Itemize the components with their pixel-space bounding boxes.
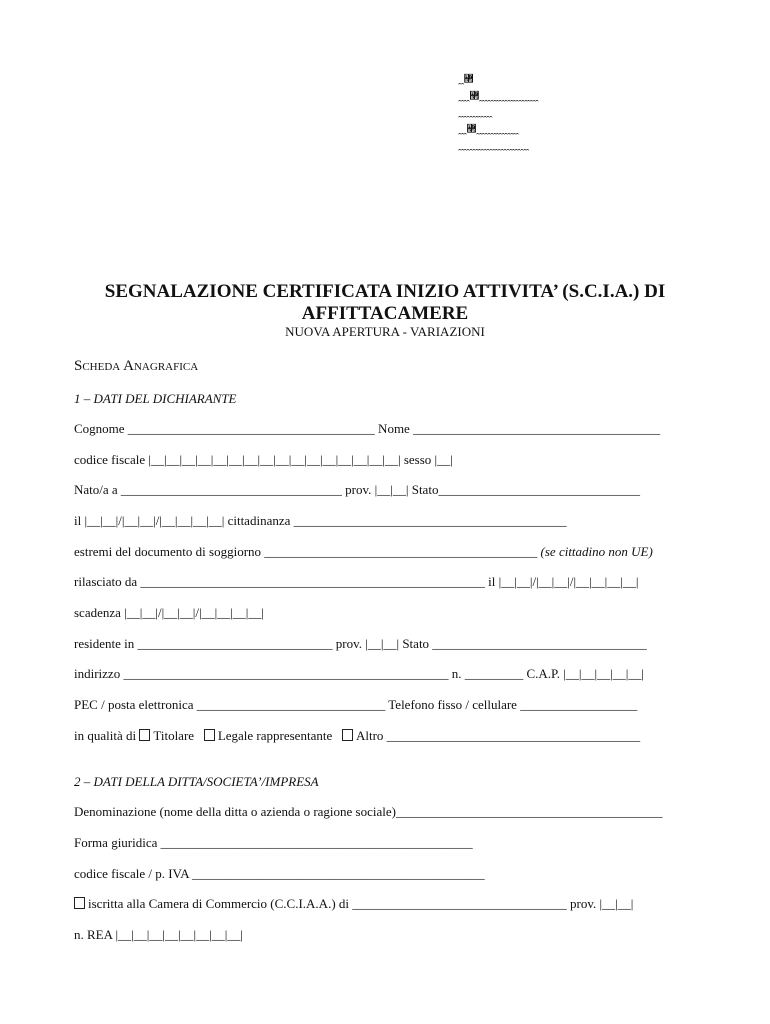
titolare-checkbox[interactable] bbox=[139, 729, 150, 741]
field-codice-fiscale: codice fiscale |__|__|__|__|__|__|__|__|__|__|__|__|__|__|__|__| sesso |__| bbox=[74, 452, 453, 467]
legale-rappresentante-checkbox[interactable] bbox=[204, 729, 215, 741]
header-line: ꞈꞈꞈꞈꞈꞈꞈꞈꞈꞈꞈꞈꞈꞈꞈꞈꞈꞈꞈꞈꞈꞈꞈꞈꞈ bbox=[458, 140, 529, 151]
header-line: ꞈꞈꞈꞈꞈꞈꞈꞈꞈꞈꞈꞈ bbox=[458, 107, 492, 118]
field-pec-telefono: PEC / posta elettronica _____________________________ Telefono fisso / cellulare __________________ bbox=[74, 697, 638, 712]
section2-heading: 2 – DATI DELLA DITTA/SOCIETA’/IMPRESA bbox=[74, 774, 319, 789]
altro-checkbox[interactable] bbox=[342, 729, 353, 741]
field-denominazione: Denominazione (nome della ditta o azienda o ragione sociale)_________________________________________ bbox=[74, 804, 663, 819]
section-title: Scheda Anagrafica bbox=[74, 358, 199, 374]
titolare-label: Titolare bbox=[153, 728, 195, 743]
header-line: ꞈꞈꞈꞈ꟢ꞈꞈꞈꞈꞈꞈꞈꞈꞈꞈꞈꞈꞈꞈꞈꞈꞈꞈꞈꞈꞈ bbox=[458, 90, 539, 102]
field-il-cittadinanza: il |__|__|/|__|__|/|__|__|__|__| cittadinanza __________________________________________ bbox=[74, 513, 567, 528]
legale-rappresentante-label: Legale rappresentante bbox=[217, 728, 333, 743]
header-line: ꞈꞈ꟢ bbox=[458, 74, 474, 85]
title-line-1: SEGNALAZIONE CERTIFICATA INIZIO ATTIVITA’ (S.C.I.A.) DI bbox=[104, 281, 666, 302]
field-residente: residente in ______________________________ prov. |__|__| Stato _________________________________ bbox=[74, 636, 647, 651]
field-indirizzo: indirizzo __________________________________________________ n. _________ C.A.P. |__|__|__|__|__| bbox=[74, 666, 644, 681]
estremi-note: (se cittadino non UE) bbox=[540, 544, 653, 559]
field-cognome-nome: Cognome ______________________________________ Nome ______________________________________ bbox=[74, 421, 661, 436]
field-estremi-documento bbox=[74, 544, 653, 560]
field-rea: n. REA |__|__|__|__|__|__|__|__| bbox=[74, 927, 243, 942]
header-garbled-text bbox=[458, 72, 538, 155]
field-iscritta-cciaa bbox=[74, 896, 633, 912]
section1-heading: 1 – DATI DEL DICHIARANTE bbox=[74, 391, 237, 406]
qualita-label: in qualità di bbox=[74, 728, 140, 743]
iscritta-checkbox[interactable] bbox=[74, 897, 85, 909]
document-subtitle: NUOVA APERTURA - VARIAZIONI bbox=[285, 324, 485, 339]
field-rilasciato: rilasciato da _____________________________________________________ il |__|__|/|__|__|/|__|__|__|__| bbox=[74, 574, 639, 589]
iscritta-label: iscritta alla Camera di Commercio (C.C.I.A.A.) di _________________________________ prov. |__|__| bbox=[88, 896, 634, 911]
header-line: ꞈꞈꞈ꟢ꞈꞈꞈꞈꞈꞈꞈꞈꞈꞈꞈꞈꞈꞈꞈ bbox=[458, 123, 519, 135]
field-nato: Nato/a a __________________________________ prov. |__|__| Stato_______________________________ bbox=[74, 482, 640, 497]
field-qualita bbox=[74, 728, 640, 744]
estremi-text: estremi del documento di soggiorno __________________________________________ bbox=[74, 544, 541, 559]
altro-label: Altro _______________________________________ bbox=[355, 728, 641, 743]
field-forma-giuridica: Forma giuridica ________________________________________________ bbox=[74, 835, 473, 850]
document-title bbox=[60, 281, 710, 325]
title-line-2: AFFITTACAMERE bbox=[301, 303, 469, 324]
field-scadenza: scadenza |__|__|/|__|__|/|__|__|__|__| bbox=[74, 605, 265, 620]
field-cf-piva: codice fiscale / p. IVA _____________________________________________ bbox=[74, 866, 485, 881]
